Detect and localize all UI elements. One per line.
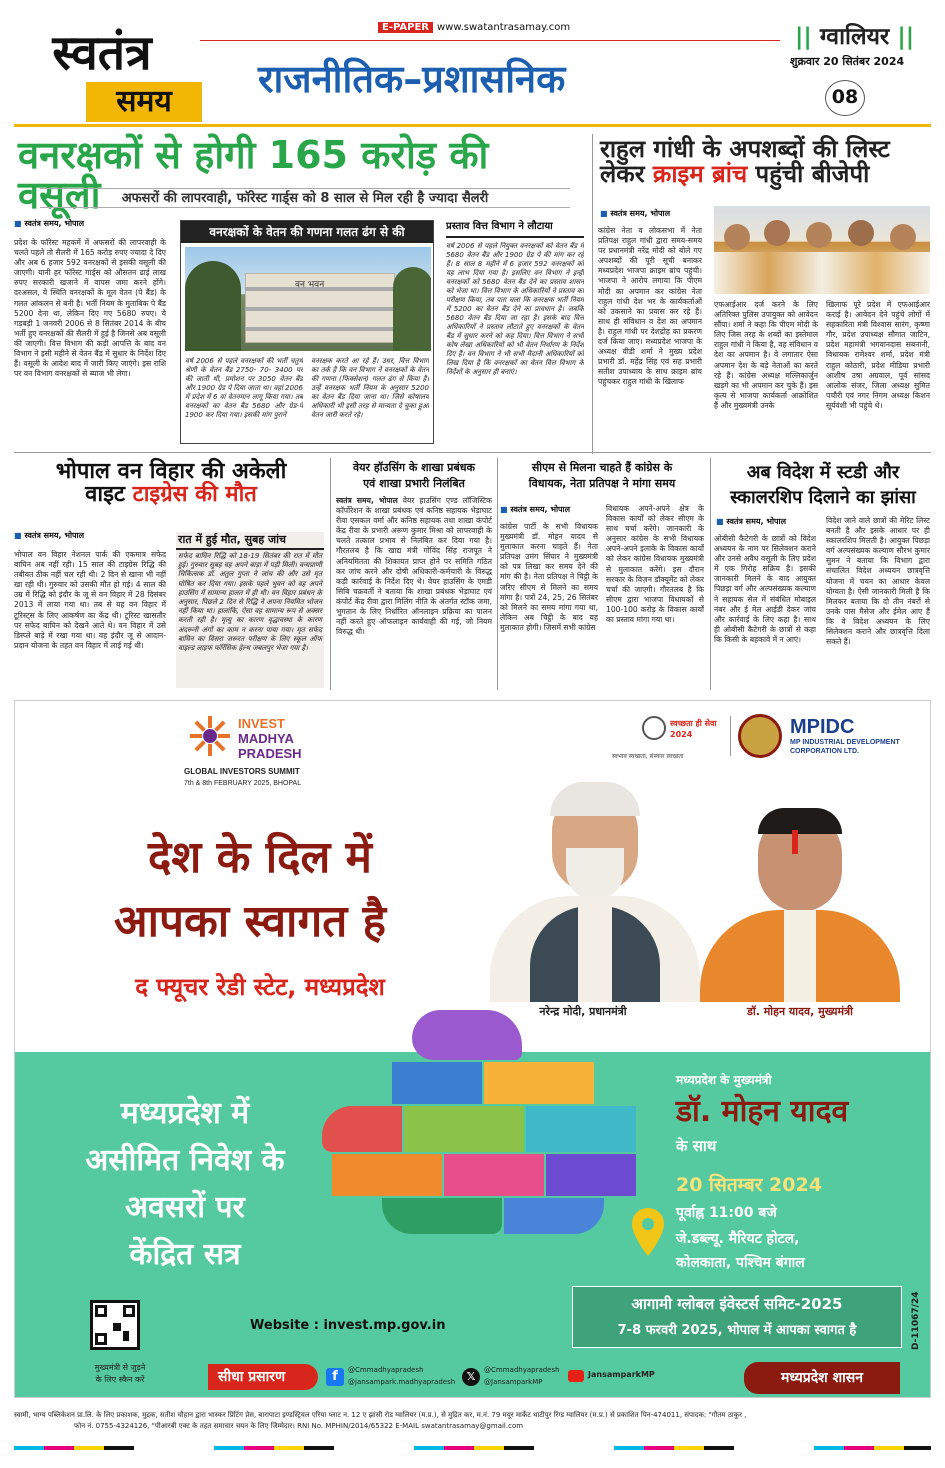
invest-mp-logo-icon [188, 714, 232, 758]
website-link-invest[interactable]: Website : invest.mp.gov.in [250, 1318, 446, 1333]
story5-body-col1: कांग्रेस पार्टी के सभी विधायक मुख्यमंत्री डॉ. मोहन यादव से मुलाकात करना चाहते हैं। नेता प्रतिपक्ष उमंग सिंघार ने मुख्यमंत्री को पत्र लिखा कर समय देने की मांग की है। नेता प्रतिपक्ष ने चिट्ठी के जरिए सीएम से मिलने का समय मांगा है। पत्रों 24, 25, 26 सितंबर को मिलने का समय मांगा गया था, लेकिन अब चिट्ठी के बाद यह मुलाकात होगी। जिसमें सभी कांग्रेस [500, 522, 598, 632]
story1-sidebar-title: प्रस्ताव वित्त विभाग ने लौटाया [446, 220, 584, 238]
event-venue-1: जे.डब्ल्यू. मैरियट होटल, [676, 1231, 800, 1247]
story2-body-col1: कांग्रेस नेता व लोकसभा में नेता प्रतिपक्ष राहुल गांधी द्वारा समय-समय पर प्रधानमंत्री नरेंद्र मोदी को बोले गए अपशब्दों की पूरी सूची बनाकर मध्यप्रदेश भाजपा क्राइम ब्रांच पहुंची। भाजपा ने आरोप लगाया कि पीएम मोदी का अपमान कर कांग्रेस नेता राहुल गांधी देश भर के कार्यकर्ताओं को उकसाने का प्रयास कर रहे हैं। साथ ही संविधान व देश का अपमान है। राहुल गांधी पर देशद्रोह का प्रकरण दर्ज किया जाए। मध्यप्रदेश भाजपा के अध्यक्ष वीडी शर्मा ने मुख्य प्रदेश प्रभारी डॉ. महेंद्र सिंह एवं सह प्रभारी सतीश उपाध्याय के साथ क्राइम ब्रांच पहुंचकर राहुल गांधी के खिलाफ [598, 226, 702, 387]
story4-byline: स्वतंत्र समय, भोपाल [336, 496, 398, 505]
story5-headline: सीएम से मिलना चाहते हैं कांग्रेस के विधायक, नेता प्रतिपक्ष ने मांगा समय [528, 461, 676, 490]
story1-box [180, 220, 434, 444]
bjp-delegation-photo [714, 206, 930, 294]
imprint-footer [14, 1410, 931, 1440]
story1-sidebar [446, 220, 584, 444]
photo-sign: वन भवन [295, 280, 325, 290]
ad-code: D-11067/24 [911, 1291, 921, 1350]
column-divider [330, 458, 331, 690]
registration-marks [14, 1446, 931, 1450]
story6-byline: ■ स्वतंत्र समय, भोपाल [716, 516, 816, 528]
story2-headline: राहुल गांधी के अपशब्दों की लिस्ट लेकर क्राइम ब्रांच पहुंची बीजेपी [600, 135, 890, 189]
cm-portrait [700, 800, 900, 1002]
summit-line2: 7-8 फरवरी 2025, भोपाल में आपका स्वागत है [617, 1323, 857, 1338]
event-venue-2: कोलकाता, पश्चिम बंगाल [676, 1255, 805, 1271]
story3-headline: भोपाल वन विहार की अकेली वाइट टाइग्रेस की मौत [55, 459, 287, 508]
pm-portrait [490, 776, 700, 1002]
story6-body-col2: विदेश जाने वाले छात्रों की मेरिट लिस्ट बनती है और इसके आधार पर ही स्कालरशिप मिलती है। आयुक्त पिछड़ा वर्ग अल्पसंख्यक कल्याण सौरभ कुमार सुमन ने बताया कि विभाग द्वारा संचालित विदेश अध्ययन छात्रवृत्ति योजना में चयन का आधार केवल योग्यता है। ऐसी जानकारी मिली है कि मिलकर बताया कि दो तीन नंबरों से उनके पास मैसेज और ईमेल आए हैं कि वे विदेश अध्ययन के लिए सिलेक्शन कराने और छात्रवृत्ति दिला सकते हैं। [826, 516, 930, 647]
row-divider [14, 452, 931, 453]
invest-mp-wordmark: INVEST MADHYA PRADESH [238, 716, 302, 761]
website-link[interactable]: www.swatantrasamay.com [437, 22, 571, 33]
page-number: 08 [825, 80, 865, 116]
summit-banner [572, 1286, 902, 1348]
qr-code[interactable] [90, 1300, 140, 1350]
gandhi-glasses-icon [642, 716, 666, 740]
x-twitter-icon[interactable]: 𝕏 [462, 1368, 480, 1386]
imprint-line2: फोन नं. 0755-4324126, "पीआरबी एक्ट के तहत समाचार चयन के लिए जिम्मेदार। RNI No. MPHIN/2014/65322 E-MAIL swatantrasamay@gmail.com [74, 1422, 524, 1430]
story6-body-col1: ओबीसी कैटेगरी के छात्रों को विदेश अध्ययन के नाम पर सिलेक्शन कराने और उनसे अवैध वसूली के लिए प्रदेश में एक गिरोह सक्रिय है। इसकी जानकारी मिलने के बाद आयुक्त पिछड़ा वर्ग और अल्पसंख्यक कल्याण ने सहायक सेल में संबंधित मोबाइल नंबर और ई मेल आईडी देकर जांच और कार्रवाई के लिए कहा है। साथ ही ओबीसी कैटेगरी के छात्रों से कहा कि किसी के बहकावे में न आएं। [714, 534, 816, 644]
event-time: पूर्वाह्न 11:00 बजे [676, 1205, 777, 1221]
gis-title: GLOBAL INVESTORS SUMMIT [184, 767, 300, 776]
youtube-handle[interactable]: JansamparkMP [588, 1370, 655, 1379]
van-bhawan-photo [185, 247, 431, 351]
green-panel-title: मध्यप्रदेश में असीमित निवेश के अवसरों पर केंद्रित सत्र [85, 1096, 285, 1272]
column-divider [497, 458, 498, 690]
caption-pm: नरेन्द्र मोदी, प्रधानमंत्री [539, 1005, 627, 1018]
story5-byline: ■ स्वतंत्र समय, भोपाल [500, 504, 600, 516]
edition-date: शुक्रवार 20 सितंबर 2024 [790, 55, 905, 68]
caption-cm: डॉ. मोहन यादव, मुख्यमंत्री [746, 1005, 854, 1018]
summit-line1: आगामी ग्लोबल इंवेस्टर्स समिट-2025 [631, 1295, 843, 1313]
story3-box-body: सफेद बाघिन रिद्धि को 18-19 सितंबर की रात में मौत हुई। गुरुवार सुबह वह अपने बाड़ा में पड़ी मिली। वन्यप्राणी चिकित्सक डॉ. अतुल गुप्ता ने जांच की और उसे मृत घोषित कर दिया गया। इसके पहले भुवन को वह अपने हाउसिंग में सामान्य हालत में ही थी। वन विहार प्रबंधन के अनुसार, पिछले 2 दिन से रिद्धि ने अपना नियमित भोजन नहीं किया था। हालांकि, ऐसा वह सामान्य रूप से अक्सर करती रही है। मृत्यु का कारण वृद्धावस्था के कारण अंदरूनी अंगों का काम न करना पाया गया। मृत सफेद बाघिन का विसरा जरूरत परीक्षण के लिए स्कूल ऑफ वाइल्ड लाइफ फॉरेंसिक हेल्थ जबलपुर भेजा गया है। [178, 552, 322, 653]
x-handles[interactable]: @Cmmadhyapradesh @JansamparkMP [484, 1366, 560, 1386]
story1-subhead: अफसरों की लापरवाही, फॉरेस्ट गार्ड्स को 8 साल से मिल रही है ज्यादा सैलरी [40, 188, 570, 208]
slogan-tagline: द फ्यूचर रेडी स्टेट, मध्यप्रदेश [135, 973, 385, 1001]
facebook-handles[interactable]: @Cmmadhyapradesh @jansampark.madhyapradesh [348, 1366, 456, 1386]
mp-investment-map [322, 1010, 652, 1240]
with-label: के साथ [676, 1137, 717, 1155]
story6-headline: अब विदेश में स्टडी और स्कालरशिप दिलाने का झांसा [730, 462, 916, 508]
logo-divider [730, 716, 731, 756]
story2-byline: ■ स्वतंत्र समय, भोपाल [600, 208, 710, 220]
story3-byline: ■ स्वतंत्र समय, भोपाल [14, 530, 164, 542]
column-divider [592, 134, 593, 454]
logo-bottom-text: समय [86, 82, 202, 122]
slogan-line1: देश के दिल में [148, 832, 372, 883]
story1-headline: वनरक्षकों से होगी 165 करोड़ की वसूली [18, 133, 489, 217]
cm-label: मध्यप्रदेश के मुख्यमंत्री [676, 1073, 772, 1087]
story2-body-col3: खिलाफ पूरे प्रदेश में एफआईआर कराई है। आवेदन देने पहुंचे लोगों में सहकारिता मंत्री विश्वास सारंग, कृष्णा गौर, प्रदेश उपाध्यक्ष सौगात जाटिन, प्रदेश महामंत्री भगवानदास सबनानी, विधायक रामेश्वर शर्मा, प्रदेश मंत्री राहुल कोठारी, प्रदेश मीडिया प्रभारी आशीष उषा अग्रवाल, पूर्व सांसद आलोक संजर, जिला अध्यक्ष सुमित पचौरी एवं नगर निगम अध्यक्ष किशन सूर्यवंशी भी पहुंचे थे। [826, 300, 930, 410]
logo-top-text: स्वतंत्र [52, 25, 152, 81]
story5-body-col2: विधायक अपने-अपने क्षेत्र के विकास कार्यों को लेकर सीएम के साथ चर्चा करेंगे। जानकारी के अनुसार कांग्रेस के सभी विधायक अपने-अपने इलाके के विकास कार्यों को लेकर कांग्रेस विधायक मुख्यमंत्री से मुलाकात करेंगे। इस दौरान सरकार के विज़न डॉक्यूमेंट को लेकर चर्चा की जाएगी। गौरतलब है कि सीएम द्वारा भाजपा विधायकों से 100-100 करोड़ के विकास कार्यों का प्रस्ताव मांगा गया था। [606, 504, 704, 625]
story1-byline: ■ स्वतंत्र समय, भोपाल [14, 218, 174, 230]
mp-govt-badge: मध्यप्रदेश शासन [744, 1362, 900, 1394]
masthead-divider [14, 124, 931, 127]
sidha-prasaran-badge: सीधा प्रसारण [208, 1364, 318, 1390]
event-date: 20 सितम्बर 2024 [676, 1174, 822, 1196]
section-title: राजनीतिक–प्रशासनिक [258, 57, 566, 101]
slogan-line2: आपका स्वागत है [114, 896, 386, 947]
story4-headline: वेयर हॉउसिंग के शाखा प्रबंधक एवं शाखा प्रभारी निलंबित [353, 461, 475, 490]
masthead-rule [200, 40, 780, 41]
cm-name: डॉ. मोहन यादव [676, 1094, 849, 1129]
story3-box [176, 532, 324, 688]
swachhata-logo: स्वच्छता ही सेवा 2024 स्वभाव स्वच्छता, संस्कार स्वच्छता [612, 716, 722, 766]
story1-box-body-2: वनरक्षक करते आ रहे हैं। उधर, वित्त विभाग का तर्क है कि वन विभाग ने वनरक्षकों के वेतन की गणना (फिक्सेशन) गलत ढंग से किया है। उन्हें वनरक्षक भर्ती नियम के अनुसार 5200 का वेतन बैंड दिया जाना था। जिसे कोषालय अधिकारी भी इसी तरह से मान्यता दे चुका हुआ वेतन जारी करते रहे। [311, 357, 429, 419]
story1-body: प्रदेश के फॉरेस्ट महकमें में अफसरों की लापरवाही के चलते पहले तो सैलरी में 165 करोड़ रुपए ज्यादा दे दिए और अब 6 हजार 592 वनरक्षकों से इसकी वसूली की जाएगी। यानी हर फॉरेस्ट गार्ड्स को औसतन ढाई लाख रुपए सरकारी खजाने में वापस जमा करने होंगे। दरअसल, ये स्थिति वनरक्षकों के मूल वेतन (पे बैंड) के गलत आंकलन से बनी है। भर्ती नियम के मुताबिक पे बैंड 5200 देना था, लेकिन दिए गए 5680 रुपए। ये गड़बड़ी 1 जनवरी 2006 से 8 सितंबर 2014 के बीच भर्ती हुए वनरक्षकों की सैलरी में हुई है जिनसे अब वसूली की जाएगी। वित्त विभाग की कड़ी आपत्ति के बाद वन विभाग ने इसी महीने से वेतन बैंड में सुधार के निर्देश दिए हैं। वसूली के आदेश बाद में जारी किए जाएंगे। इस राशि पर वन विभाग वनरक्षकों से ब्याज भी लेगा। [14, 238, 166, 379]
story1-sidebar-body: वर्ष 2006 से पहले नियुक्त वनरक्षकों को वेतन बैंड में 5680 वेतन बैंड और 1900 ग्रेड पे की मांग कर रहे हैं। 8 साल 8 महीने में 6 हजार 592 वनरक्षकों को यह लाभ दिया गया है। इसलिए वन विभाग ने इन्हीं वनरक्षकों को 5680 वेतन बैंड देने का प्रस्ताव शासन को भेजा था। वित्त विभाग के अधिकारियों ने प्रस्ताव का परीक्षण किया, तब पता चला कि वनरक्षक भर्ती नियम में 5200 का वेतन बैंड देने का प्रावधान है। जबकि 5680 वेतन बैंड दिया जा रहा है। इसके बाद वित्त अधिकारियों ने प्रस्ताव लौटाते हुए वनरक्षकों के वेतन बैंड में सुधार करने को कह दिया। वित्त विभाग ने सभी कोष लेखा अधिकारियों को भी वेतन निर्धारण के निर्देश दिए हैं। वन विभाग ने भी सभी मैदानी अधिकारियों को लिख दिया है कि वनरक्षकों का वेतन वित्त विभाग के निर्देशों के अनुसार ही बनाएं। [446, 242, 584, 376]
qr-caption: मुख्यमंत्री से जुड़ने के लिए स्कैन करें [94, 1363, 146, 1384]
story1-box-body-1: वर्ष 2006 से पहले वनरक्षकों की भर्ती चतुर्थ श्रेणी के वेतन बैंड 2750- 70- 3400 पर की जाती थी, प्रमोशन पर 3050 वेतन बैंड और 1900 ग्रेड पे दिया जाता था। वहां 2006 में प्रदेश में 6 वां वेतनमान लागू किया गया। तब वनरक्षकों का वेतन बैंड 5680 और ग्रेड-पे 1900 कर दिया गया। इसकी मांग पुराने [185, 357, 303, 419]
imprint-line1: स्वामी, भाग्य पब्लिकेशन प्रा.लि. के लिए प्रकाशक, मुद्रक, सतीश चौहान द्वारा भास्कर प्रिंटिंग प्रेस, बारापाटा इण्डस्ट्रियल एरिया प्लाट न. 12 ए झांसी रोड ग्वालियर (म.प्र.), से मुद्रित कर, म.नं. 79 मयूर मार्केट थाटीपुर रिंग्ड ग्वालियर (म.प्र.) से प्रकाशित पिन-474011, संपादक: "गौतम ठाकुर , [14, 1411, 747, 1419]
story2-body-col2: एफआईआर दर्ज करने के लिए अतिरिक्त पुलिस उपायुक्त को आवेदन सौंपा। शर्मा ने कहा कि पीएम मोदी के लिए जिस तरह के शब्दों का इस्तेमाल राहुल गांधी ने किया है, वह संविधान व देश का अपमान है। वे लगातार ऐसा अपमान देश के बड़े नेताओं का करते रहे हैं। कांग्रेस अध्यक्ष मल्लिकार्जुन खड़गे का भी अपमान कर चुके हैं। इस कृत्य से भाजपा कार्यकर्ता आक्रोशित हैं और मुख्यमंत्री उनके [714, 300, 818, 410]
edition-city: || ग्वालियर || [795, 24, 915, 50]
location-pin-icon [630, 1206, 666, 1258]
story3-body: भोपाल वन विहार नेशनल पार्क की एकमात्र सफेद बाघिन अब नहीं रही। 15 साल की टाइग्रेस रिद्धि की तबीयत ठीक नहीं चल रही थी। 2 दिन से खाना भी नहीं खा रही थी। गुरुवार को उसकी मौत हो गई। 4 साल की उम्र में रिद्धि को इंदौर के जू से वन विहार में 28 दिसंबर 2013 में लाया गया था। तब से यह वन विहार में टूरिस्ट्स के लिए आकर्षण का केंद्र थी। टूरिस्ट खासतौर पर सफेद बाघिन को देखने आते थे। वन विहार में उसे डिस्प्ले बाड़े में रखा गया था। वह इंदौर जू से आदान-प्रदान योजना के तहत वन विहार में लाई गई थी। [14, 550, 166, 650]
mpidc-logo: MPIDC MP INDUSTRIAL DEVELOPMENT CORPORATION LTD. [790, 716, 900, 755]
column-divider [710, 458, 711, 690]
story3-box-title: रात में हुई मौत, सुबह जांच [176, 532, 324, 550]
epaper-label: E-PAPER www.swatantrasamay.com [378, 21, 570, 35]
youtube-icon[interactable] [568, 1370, 584, 1382]
story4-body: स्वतंत्र समय, भोपाल वेयर हाउसिंग एण्ड लॉजिस्टिक कॉर्पोरेशन के शाखा प्रबंधक एवं कनिष्ठ सहायक भेड़ाघाट रीवा एसकल वर्मा और कनिष्ठ सहायक तथा शाखा कंपोर्ट केंद्र रीवा के प्रभारी अरूण कुमार मिश्रा को लापरवाही के चलते तत्काल प्रभाव से निलंबित कर दिया गया है। गौरतलब है कि खाद्य मंत्री गोविंद सिंह राजपूत ने अनियमितता की शिकायत प्राप्त होने पर समिति गठित कर जांच करने और दोषी अधिकारी-कर्मचारी के विरुद्ध कड़ी कार्रवाई के निर्देश दिए थे। वेयर हाउसिंग के एमडी सिबि चक्रवर्ती ने बताया कि शाखा प्रबंधक भेड़ाघाट एवं कंपोर्ट केंद्र रीवा द्वारा मिलिंग नीति के अंतर्गत स्टॉक जमा, भुगतान के लिए निर्धारित ऑनलाइन प्रक्रिया का पालन नहीं करते हुए ऑफलाइन कार्यवाही की गई, जो नियम विरुद्ध थी। [336, 496, 492, 637]
story1-box-title: वनरक्षकों के वेतन की गणना गलत ढंग से की [181, 221, 433, 243]
facebook-icon[interactable]: f [326, 1368, 344, 1386]
gis-dates: 7th & 8th FEBRUARY 2025, BHOPAL [184, 780, 302, 787]
mp-govt-emblem-icon [738, 714, 782, 758]
newspaper-logo [14, 24, 190, 122]
